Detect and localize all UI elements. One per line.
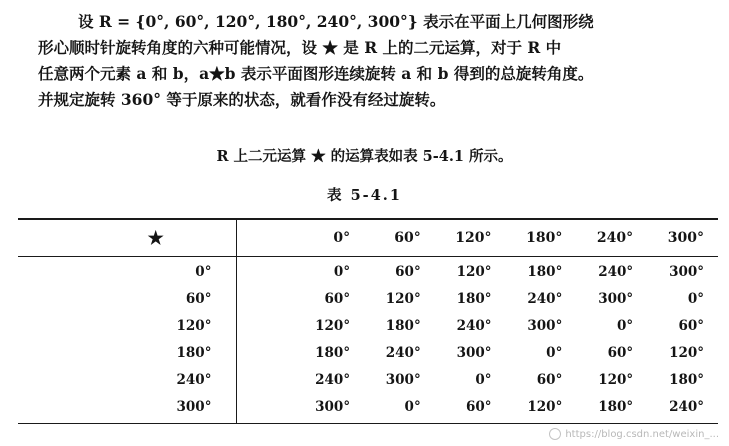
table-cell: 300°	[456, 344, 492, 361]
table-cell: 120°	[527, 398, 563, 415]
table-bottom-rule	[18, 423, 718, 424]
row-label: 240°	[176, 371, 212, 388]
column-header: 60°	[394, 230, 421, 246]
table-cell: 180°	[527, 263, 563, 280]
table-cell: 240°	[315, 371, 351, 388]
row-label: 120°	[176, 317, 212, 334]
table-row	[18, 312, 718, 339]
table-cell: 120°	[385, 290, 421, 307]
table-cell: 300°	[315, 398, 351, 415]
table-row	[18, 256, 718, 285]
table-cell: 240°	[598, 263, 634, 280]
column-header: 0°	[333, 230, 351, 246]
table-cell: 240°	[456, 317, 492, 334]
table-cell: 240°	[385, 344, 421, 361]
table-cell: 300°	[669, 263, 704, 280]
table-cell: 180°	[669, 371, 704, 388]
table-cell: 60°	[395, 263, 421, 280]
row-label: 0°	[195, 263, 212, 280]
column-header: 240°	[596, 230, 634, 246]
column-header: 180°	[526, 230, 563, 246]
table-cell: 240°	[527, 290, 563, 307]
operator-star-icon: ★	[147, 227, 164, 249]
table-cell: 0°	[333, 263, 351, 280]
table-cell: 180°	[385, 317, 421, 334]
paragraph-line: 形心顺时针旋转角度的六种可能情况，设 ★ 是 R 上的二元运算，对于 R 中	[38, 38, 562, 57]
column-header: 300°	[667, 230, 704, 246]
watermark-logo-icon	[549, 428, 561, 440]
table-row	[18, 393, 718, 420]
table-cell: 0°	[475, 371, 492, 388]
table-intro-caption: R 上二元运算 ★ 的运算表如表 5-4.1 所示。	[216, 148, 513, 165]
table-cell: 0°	[404, 398, 421, 415]
table-cell: 0°	[687, 290, 704, 307]
table-row	[18, 285, 718, 312]
paragraph-line: 设 R = {0°, 60°, 120°, 180°, 240°, 300°} 表示在平面上几何图形绕	[78, 12, 594, 31]
table-cell: 180°	[315, 344, 351, 361]
paragraph-line: 并规定旋转 360° 等于原来的状态，就看作没有经过旋转。	[38, 90, 446, 109]
table-cell: 0°	[616, 317, 634, 334]
table-row	[18, 366, 718, 393]
row-label: 60°	[185, 290, 212, 307]
table-cell: 60°	[324, 290, 351, 307]
table-cell: 60°	[465, 398, 492, 415]
table-cell: 180°	[598, 398, 634, 415]
table-cell: 0°	[546, 344, 563, 361]
column-header: 120°	[455, 230, 492, 246]
table-cell: 300°	[598, 290, 634, 307]
table-cell: 120°	[598, 371, 634, 388]
row-label: 300°	[176, 398, 212, 415]
paragraph-line: 任意两个元素 a 和 b，a★b 表示平面图形连续旋转 a 和 b 得到的总旋转角度。	[38, 64, 594, 83]
table-cell: 300°	[527, 317, 563, 334]
table-header-row	[18, 220, 718, 256]
watermark-text: https://blog.csdn.net/weixin_...	[565, 428, 719, 440]
table-cell: 120°	[669, 344, 704, 361]
table-cell: 60°	[678, 317, 704, 334]
table-title: 表 5-4.1	[327, 187, 402, 204]
table-cell: 120°	[456, 263, 492, 280]
table-cell: 120°	[315, 317, 351, 334]
table-cell: 300°	[385, 371, 421, 388]
table-cell: 60°	[607, 344, 634, 361]
table-cell: 180°	[456, 290, 492, 307]
table-row	[18, 339, 718, 366]
source-watermark	[549, 428, 719, 440]
intro-paragraph	[38, 9, 724, 113]
table-cell: 240°	[669, 398, 704, 415]
table-cell: 60°	[536, 371, 563, 388]
row-label: 180°	[176, 344, 212, 361]
operation-table	[18, 220, 718, 420]
